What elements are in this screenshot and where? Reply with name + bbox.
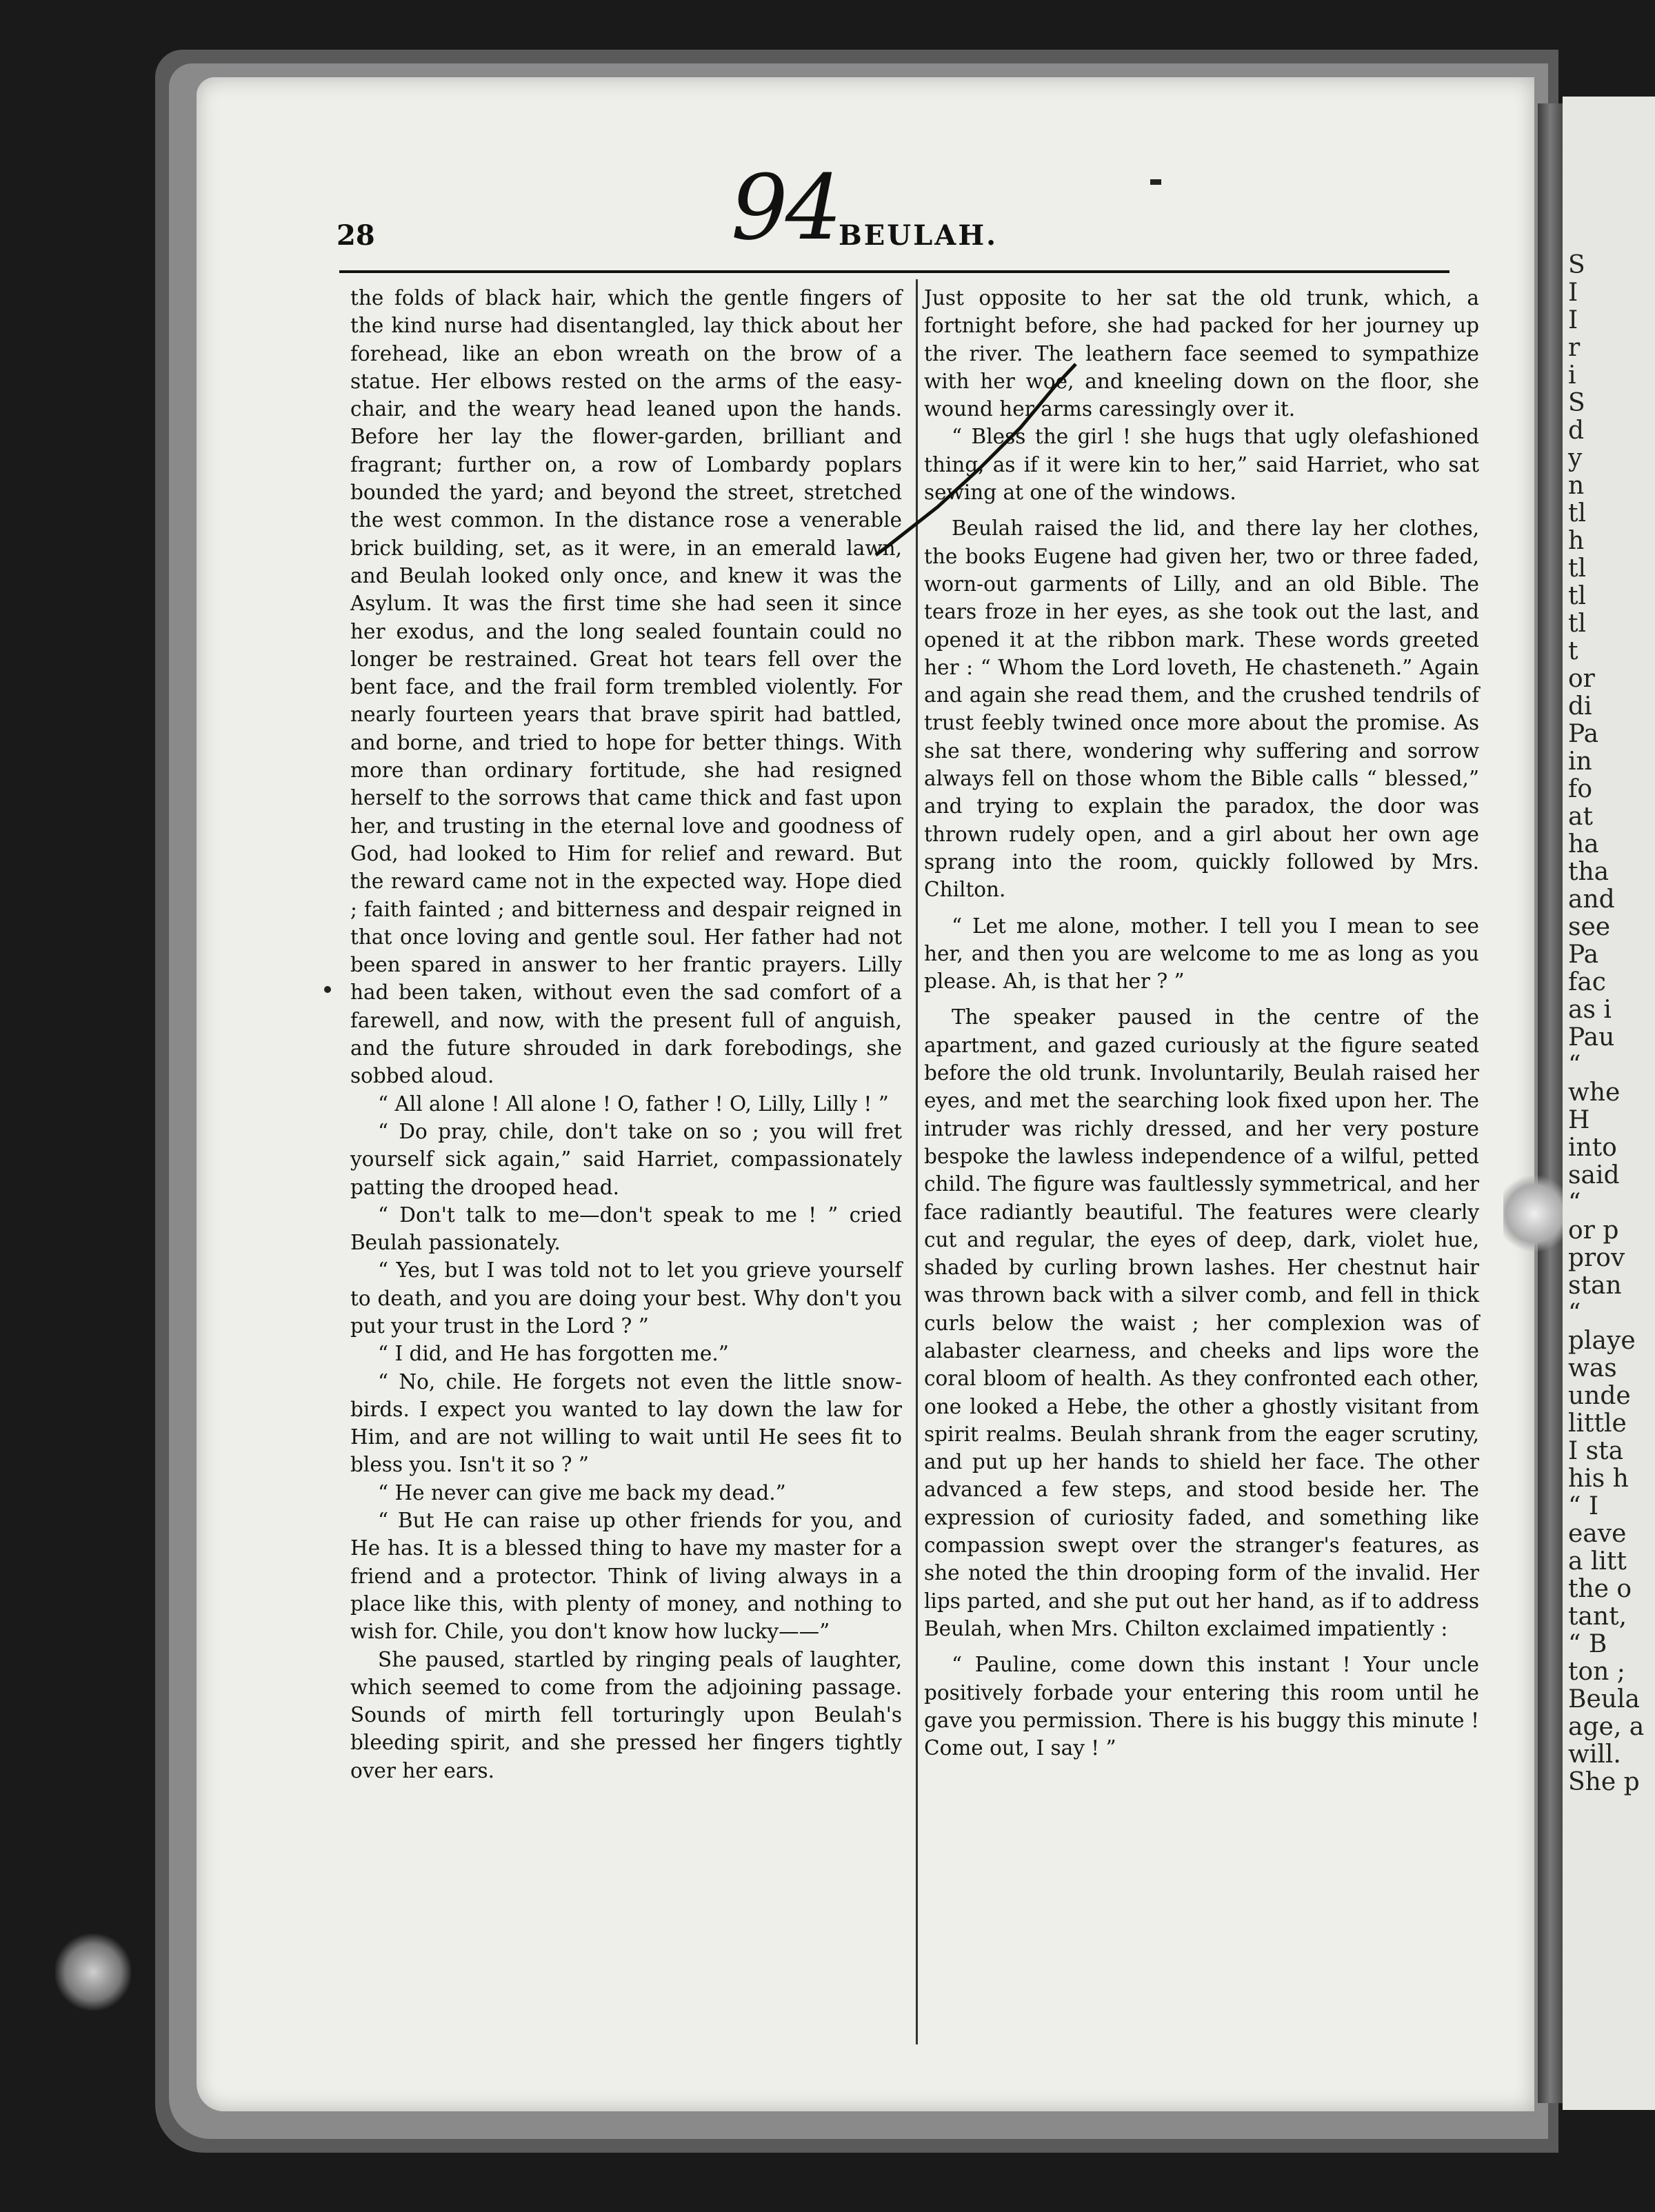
adjacent-page-fragment: Pa bbox=[1568, 720, 1599, 748]
adjacent-page bbox=[1563, 97, 1655, 2110]
adjacent-page-fragment: “ I bbox=[1568, 1492, 1599, 1520]
header-rule bbox=[339, 270, 1450, 273]
paragraph: “ Pauline, come down this instant ! Your uncle positively forbade your entering this room until he gave you permission. There is his buggy this minute ! Come out, I say ! ” bbox=[924, 1653, 1479, 1760]
adjacent-page-fragment: n bbox=[1568, 472, 1585, 500]
adjacent-page-fragment: see bbox=[1568, 913, 1611, 941]
adjacent-page-fragment: Pa bbox=[1568, 941, 1599, 969]
adjacent-page-fragment: playe bbox=[1568, 1327, 1636, 1355]
adjacent-page-fragment: was bbox=[1568, 1354, 1617, 1382]
adjacent-page-fragment: tl bbox=[1568, 499, 1586, 527]
adjacent-page-fragment: unde bbox=[1568, 1382, 1631, 1410]
paragraph: “ All alone ! All alone ! O, father ! O, Lilly, Lilly ! ” bbox=[378, 1092, 889, 1116]
page-number: 28 bbox=[337, 219, 375, 252]
adjacent-page-fragment: eave bbox=[1568, 1520, 1627, 1548]
adjacent-page-fragment: t bbox=[1568, 637, 1578, 665]
paragraph: “ Bless the girl ! she hugs that ugly olefashioned thing, as if it were kin to her,” said Harriet, who sat sewing at one of the windows. bbox=[924, 425, 1479, 505]
adjacent-page-fragment: a litt bbox=[1568, 1547, 1627, 1576]
adjacent-page-fragment: di bbox=[1568, 692, 1592, 721]
pen-stroke-mark bbox=[848, 359, 1083, 559]
adjacent-page-fragment: tl bbox=[1568, 554, 1586, 583]
paper-stain bbox=[55, 1931, 131, 2013]
adjacent-page-fragment: or bbox=[1568, 665, 1595, 693]
adjacent-page-fragment: will. bbox=[1568, 1740, 1621, 1769]
adjacent-page-fragment: tant, bbox=[1568, 1602, 1627, 1631]
paragraph: “ Do pray, chile, don't take on so ; you will fret yourself sick again,” said Harriet, compassionately patting the drooped head. bbox=[350, 1119, 902, 1199]
adjacent-page-fragment: I bbox=[1568, 306, 1578, 334]
paper-tear bbox=[1503, 1172, 1565, 1255]
adjacent-page-fragment: little bbox=[1568, 1409, 1627, 1438]
paragraph: The speaker paused in the centre of the apartment, and gazed curiously at the figure seated before the old trunk. Involuntarily, Beulah raised her eyes, and met the searching look fixed upon her. The intruder was richly dressed, and her very posture bespoke the lawless independence of a wilful, petted child. The figure was faultlessly symmetrical, and her face radiantly beautiful. The features were clearly cut and regular, the eyes of deep, dark, violet hue, shaded by curling brown lashes. Her chestnut hair was thrown back with a silver comb, and fell in thick curls below the waist ; her complexion was of alabaster clearness, and cheeks and lips wore the coral bloom of health. As they confronted each other, one looked a Hebe, the other a ghostly visitant from spirit realms. Beulah shrank from the eager scrutiny, and put up her hands to shield her face. The other advanced a few steps, and stood beside her. The expression of curiosity faded, and something like compassion swept over the stranger's features, as she noted the thin drooping form of the invalid. Her lips parted, and she put out her hand, as if to address Beulah, when Mrs. Chilton exclaimed impatiently : bbox=[924, 1005, 1479, 1640]
adjacent-page-fragment: I sta bbox=[1568, 1437, 1624, 1465]
adjacent-page-fragment: tl bbox=[1568, 582, 1586, 610]
adjacent-page-fragment: ha bbox=[1568, 830, 1599, 858]
left-column bbox=[350, 284, 902, 1784]
paragraph: She paused, startled by ringing peals of laughter, which seemed to come from the adjoining passage. Sounds of mirth fell torturingly upon Beulah's bleeding spirit, and she pressed her fingers tightly over her ears. bbox=[350, 1647, 902, 1782]
paragraph: “ Let me alone, mother. I tell you I mean to see her, and then you are welcome to me as long as you please. Ah, is that her ? ” bbox=[924, 914, 1479, 994]
adjacent-page-fragment: d bbox=[1568, 416, 1585, 445]
paragraph: “ No, chile. He forgets not even the little snow-birds. I expect you wanted to lay down the law for Him, and are not willing to wait until He sees fit to bless you. Isn't it so ? ” bbox=[350, 1369, 902, 1477]
paragraph: “ Yes, but I was told not to let you grieve yourself to death, and you are doing your best. Why don't you put your trust in the Lord ? ” bbox=[350, 1258, 902, 1338]
adjacent-page-fragment: I bbox=[1568, 279, 1578, 307]
paragraph: “ He never can give me back my dead.” bbox=[378, 1480, 786, 1505]
adjacent-page-fragment: the o bbox=[1568, 1575, 1632, 1603]
adjacent-page-fragment: H bbox=[1568, 1106, 1590, 1134]
adjacent-page-fragment: his h bbox=[1568, 1465, 1629, 1493]
adjacent-page-fragment: stan bbox=[1568, 1271, 1622, 1300]
ink-speck bbox=[324, 986, 331, 993]
adjacent-page-fragment: y bbox=[1568, 444, 1583, 472]
adjacent-page-fragment: “ B bbox=[1568, 1630, 1607, 1658]
adjacent-page-fragment: into bbox=[1568, 1134, 1617, 1162]
paragraph: Beulah raised the lid, and there lay her clothes, the books Eugene had given her, two or three faded, worn-out garments of Lilly, and an old Bible. The tears froze in her eyes, as she took out the last, and opened it at the ribbon mark. These words greeted her : “ Whom the Lord loveth, He chasteneth.” Again and again she read them, and the crushed tendrils of trust feebly twined once more about the promise. As she sat there, wondering why suffering and sorrow always fell on those whom the Bible calls “ blessed,” and trying to explain the paradox, the door was thrown rudely open, and a girl about her own age sprang into the room, quickly followed by Mrs. Chilton. bbox=[924, 516, 1479, 902]
adjacent-page-fragment: in bbox=[1568, 747, 1592, 776]
adjacent-page-fragment: h bbox=[1568, 527, 1585, 555]
ink-mark bbox=[1150, 179, 1161, 185]
adjacent-page-fragment: fo bbox=[1568, 775, 1592, 803]
handwritten-folio: 94 bbox=[731, 155, 840, 260]
adjacent-page-fragment: r bbox=[1568, 334, 1581, 362]
adjacent-page-fragment: ton ; bbox=[1568, 1658, 1625, 1686]
adjacent-page-fragment: S bbox=[1568, 389, 1585, 417]
paragraph: Just opposite to her sat the old trunk, which, a fortnight before, she had packed for her journey up the river. The leathern face seemed to sympathize with her woe, and kneeling down on the floor, she wound her arms caressingly over it. bbox=[924, 286, 1479, 421]
paragraph: “ Don't talk to me—don't speak to me ! ” cried Beulah passionately. bbox=[350, 1203, 902, 1255]
adjacent-page-fragment: “ bbox=[1568, 1299, 1581, 1327]
adjacent-page-fragment: Beula bbox=[1568, 1685, 1640, 1713]
adjacent-page-fragment: as i bbox=[1568, 996, 1612, 1024]
adjacent-page-fragment: prov bbox=[1568, 1244, 1625, 1272]
adjacent-page-fragment: whe bbox=[1568, 1078, 1621, 1107]
adjacent-page-fragment: “ bbox=[1568, 1189, 1581, 1217]
running-head: BEULAH. bbox=[839, 219, 999, 252]
adjacent-page-fragment: said bbox=[1568, 1161, 1620, 1189]
adjacent-page-fragment: S bbox=[1568, 251, 1585, 279]
adjacent-page-fragment: “ bbox=[1568, 1051, 1581, 1079]
adjacent-page-fragment: fac bbox=[1568, 968, 1606, 996]
adjacent-page-fragment: at bbox=[1568, 803, 1593, 831]
paragraph: “ I did, and He has forgotten me.” bbox=[378, 1342, 729, 1366]
gutter bbox=[1538, 103, 1563, 2103]
adjacent-page-fragment: She p bbox=[1568, 1768, 1640, 1796]
adjacent-page-fragment: i bbox=[1568, 361, 1576, 390]
adjacent-page-fragment: Pau bbox=[1568, 1023, 1615, 1052]
adjacent-page-fragment: or p bbox=[1568, 1216, 1619, 1245]
adjacent-page-fragment: and bbox=[1568, 885, 1615, 914]
adjacent-page-fragment: age, a bbox=[1568, 1713, 1645, 1741]
adjacent-page-fragment: tl bbox=[1568, 610, 1586, 638]
paragraph: the folds of black hair, which the gentle fingers of the kind nurse had disentangled, lay thick about her forehead, like an ebon wreath on the brow of a statue. Her elbows rested on the arms of the easy-chair, and the weary head leaned upon the hands. Before her lay the flower-garden, brilliant and fragrant; further on, a row of Lombardy poplars bounded the yard; and beyond the street, stretched the west common. In the distance rose a venerable brick building, set, as it were, in an emerald lawn, and Beulah looked only once, and knew it was the Asylum. It was the first time she had seen it since her exodus, and the long sealed fountain could no longer be restrained. Great hot tears fell over the bent face, and the frail form trembled violently. For nearly fourteen years that brave spirit had battled, and borne, and tried to hope for better things. With more than ordinary fortitude, she had resigned herself to the sorrows that came thick and fast upon her, and trusting in the eternal love and goodness of God, had looked to Him for relief and reward. But the reward came not in the expected way. Hope died ; faith fainted ; and bitterness and despair reigned in that once loving and gentle soul. Her father had not been spared in answer to her frantic prayers. Lilly had been taken, without even the sad comfort of a farewell, and now, with the present full of anguish, and the future shrouded in dark forebodings, she sobbed aloud. bbox=[350, 286, 902, 1088]
adjacent-page-fragment: tha bbox=[1568, 858, 1609, 886]
paragraph: “ But He can raise up other friends for you, and He has. It is a blessed thing to have my master for a friend and a protector. Think of living always in a place like this, with plenty of money, and nothing to wish for. Chile, you don't know how lucky——” bbox=[350, 1509, 902, 1644]
